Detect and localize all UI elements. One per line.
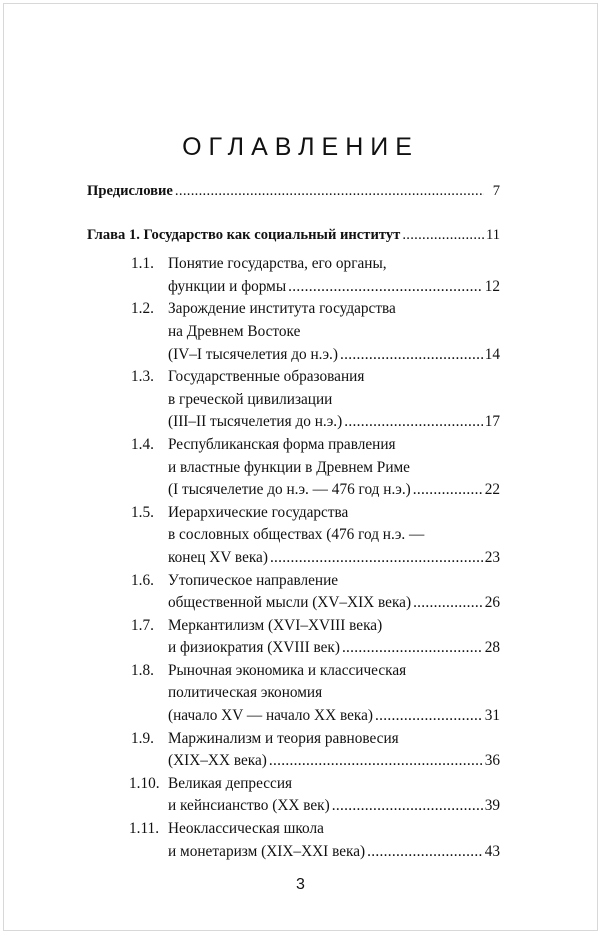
toc-page-number: 12 — [484, 277, 500, 295]
toc-entry-section[interactable] — [87, 253, 500, 298]
section-title-line: Понятие государства, его органы, — [168, 255, 387, 273]
toc-entry-section[interactable] — [87, 434, 500, 502]
toc-entry-line — [87, 366, 500, 389]
toc-entry-line — [87, 773, 500, 796]
section-title-line: политическая экономия — [168, 684, 323, 702]
toc-entry-section[interactable] — [87, 502, 500, 570]
toc-entry-line — [87, 682, 500, 705]
section-number: 1.8. — [131, 661, 154, 679]
dot-leader — [270, 547, 483, 570]
toc-entry-line — [87, 818, 500, 841]
dot-leader — [413, 592, 483, 615]
toc-entry-line — [87, 637, 500, 660]
dot-leader — [344, 411, 482, 434]
dot-leader — [342, 637, 483, 660]
toc-entry-line — [87, 389, 500, 412]
section-number: 1.1. — [131, 255, 154, 273]
toc-page-number: 17 — [484, 413, 500, 431]
toc-entry-line — [87, 276, 500, 299]
section-title-line: функции и формы — [168, 277, 287, 295]
toc-entry-section[interactable] — [87, 660, 500, 728]
section-number: 1.9. — [131, 729, 154, 747]
section-title-line: конец XV века) — [168, 548, 268, 566]
toc-entry-section[interactable] — [87, 615, 500, 660]
toc-entry-line — [87, 750, 500, 773]
section-title-line: Рыночная экономика и классическая — [168, 661, 407, 679]
dot-leader — [402, 224, 484, 247]
section-title-line: (I тысячелетие до н.э. — 476 год н.э.) — [168, 481, 411, 499]
section-title-line: Государственные образования — [168, 368, 365, 386]
toc-entry-line — [87, 344, 500, 367]
section-number: 1.4. — [131, 435, 154, 453]
section-title-line: Зарождение института государства — [168, 300, 396, 318]
section-title-line: Великая депрессия — [168, 774, 293, 792]
section-title-line: общественной мысли (XV–XIX века) — [168, 594, 412, 612]
section-title-line: и кейнсианство (XX век) — [168, 797, 330, 815]
page-title: ОГЛАВЛЕНИЕ — [182, 132, 419, 161]
section-title-line: и монетаризм (XIX–XXI века) — [168, 842, 366, 860]
toc-entry-line — [87, 547, 500, 570]
toc-entry-line — [87, 841, 500, 864]
toc-entry-line — [87, 502, 500, 525]
toc-page-number: 36 — [484, 752, 500, 770]
toc-entry-label: Предисловие — [87, 183, 173, 199]
section-title-line: и властные функции в Древнем Риме — [168, 458, 410, 476]
section-title-line: и физиократия (XVIII век) — [168, 639, 340, 657]
section-title-line: Меркантилизм (XVI–XVIII века) — [168, 616, 383, 634]
toc-entry-line — [87, 434, 500, 457]
section-title-line: Республиканская форма правления — [168, 435, 396, 453]
toc-entry-line — [87, 298, 500, 321]
toc-entry-section[interactable] — [87, 366, 500, 434]
toc-page-number: 31 — [484, 707, 500, 725]
dot-leader — [269, 750, 483, 773]
toc-entry-line — [87, 524, 500, 547]
section-title-line: в сословных обществах (476 год н.э. — — [168, 526, 425, 544]
toc-entry-preface[interactable] — [87, 180, 500, 203]
section-title-line: (III–II тысячелетия до н.э.) — [168, 413, 343, 431]
toc-entry-line — [87, 615, 500, 638]
dot-leader — [413, 479, 483, 502]
section-title-line: (IV–I тысячелетия до н.э.) — [168, 345, 338, 363]
toc-entry-chapter-1[interactable] — [87, 224, 500, 247]
dot-leader — [288, 276, 483, 299]
toc-page-number: 39 — [484, 797, 500, 815]
toc-entry-line — [87, 479, 500, 502]
section-title-line: на Древнем Востоке — [168, 322, 301, 340]
toc-entry-line — [87, 705, 500, 728]
section-number: 1.5. — [131, 503, 154, 521]
toc-entry-section[interactable] — [87, 818, 500, 863]
toc-entry-section[interactable] — [87, 728, 500, 773]
toc-page-number: 14 — [484, 345, 500, 363]
section-title-line: в греческой цивилизации — [168, 390, 333, 408]
dot-leader — [375, 705, 483, 728]
section-title-line: Маржинализм и теория равновесия — [168, 729, 399, 747]
toc-entry-label: Глава 1. Государство как социальный институт — [87, 226, 401, 243]
toc-page-number: 43 — [484, 842, 500, 860]
toc-entry-line — [87, 321, 500, 344]
toc-entry-line — [87, 570, 500, 593]
page-number: 3 — [296, 876, 305, 893]
section-title-line: (начало XV — начало XX века) — [168, 707, 373, 725]
toc-entry-line — [87, 728, 500, 751]
section-number: 1.10. — [129, 774, 160, 792]
toc-entry-line — [87, 795, 500, 818]
section-number: 1.2. — [131, 300, 154, 318]
toc-page-number: 11 — [485, 226, 500, 243]
section-title-line: Неоклассическая школа — [168, 820, 324, 838]
toc-entry-line — [87, 411, 500, 434]
toc-entry-section[interactable] — [87, 570, 500, 615]
toc-entry-section[interactable] — [87, 298, 500, 366]
table-of-contents — [87, 180, 500, 863]
section-title-line: Утопическое направление — [168, 571, 339, 589]
section-number: 1.7. — [131, 616, 154, 634]
toc-entry-line — [87, 660, 500, 683]
toc-page-number: 7 — [492, 183, 500, 199]
toc-page-number: 26 — [484, 594, 500, 612]
dot-leader — [332, 795, 483, 818]
toc-entry-line — [87, 457, 500, 480]
toc-entry-line — [87, 253, 500, 276]
section-number: 1.6. — [131, 571, 154, 589]
toc-entry-line — [87, 592, 500, 615]
dot-leader — [340, 344, 483, 367]
toc-page-number: 23 — [484, 548, 500, 566]
section-number: 1.3. — [131, 368, 154, 386]
section-number: 1.11. — [129, 820, 160, 838]
toc-page-number: 22 — [484, 481, 500, 499]
dot-leader — [175, 180, 484, 203]
dot-leader — [367, 841, 483, 864]
toc-entry-section[interactable] — [87, 773, 500, 818]
toc-page-number: 28 — [484, 639, 500, 657]
section-title-line: (XIX–XX века) — [168, 752, 267, 770]
section-title-line: Иерархические государства — [168, 503, 349, 521]
